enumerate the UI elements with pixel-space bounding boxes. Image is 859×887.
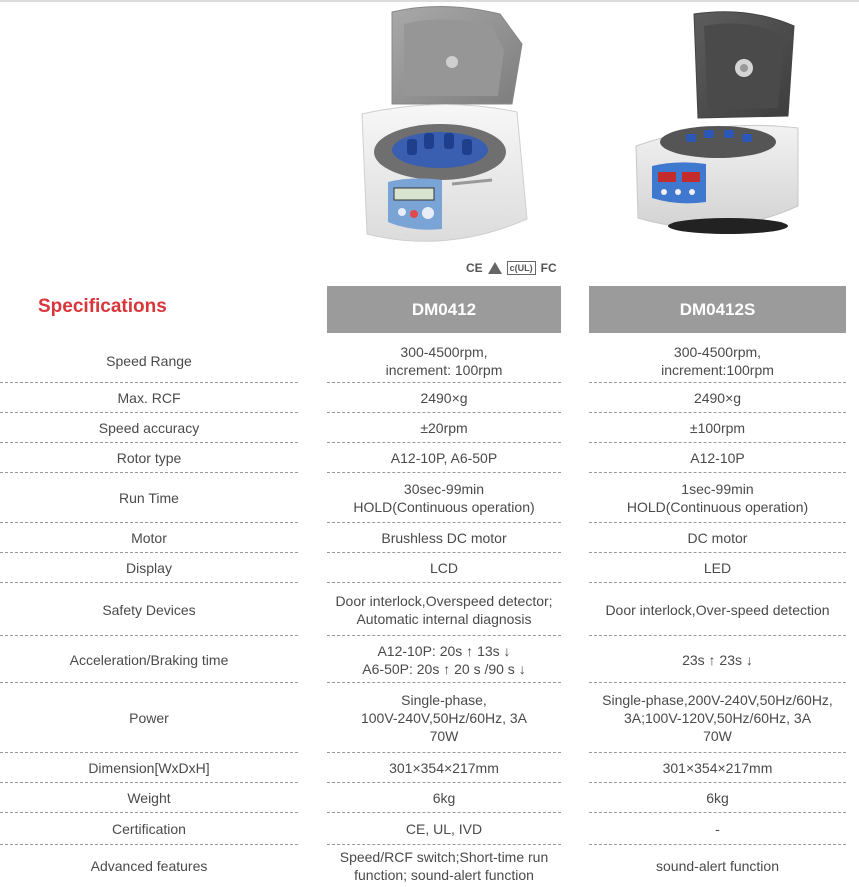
spec-value-dm0412 — [327, 413, 561, 443]
spec-row — [0, 383, 859, 413]
spec-value-dm0412 — [327, 583, 561, 636]
spec-value-dm0412 — [327, 383, 561, 413]
model-header-dm0412: DM0412 — [327, 286, 561, 333]
top-divider — [0, 0, 859, 2]
spec-value-line: 23s ↑ 23s ↓ — [682, 651, 753, 668]
spec-label: Max. RCF — [117, 390, 181, 406]
spec-value-dm0412s — [589, 338, 846, 383]
model-header-dm0412s: DM0412S — [589, 286, 846, 333]
spec-value-dm0412 — [327, 443, 561, 473]
spec-value-line: 1sec-99min — [681, 481, 754, 497]
spec-value-line: sound-alert function — [656, 858, 779, 874]
spec-value-line: ±100rpm — [689, 420, 746, 436]
spec-value-line: increment: 100rpm — [385, 361, 503, 378]
spec-row — [0, 783, 859, 813]
spec-value-line: 70W — [703, 728, 732, 744]
spec-value-line: - — [715, 821, 720, 837]
spec-value-dm0412 — [327, 636, 561, 683]
spec-row — [0, 813, 859, 845]
spec-value-line: 70W — [429, 728, 459, 744]
ul-mark: c(UL) — [507, 261, 536, 275]
spec-row — [0, 636, 859, 683]
spec-label: Advanced features — [90, 858, 208, 874]
spec-value-line: LCD — [429, 560, 458, 576]
spec-row — [0, 553, 859, 583]
spec-label: Weight — [127, 790, 171, 806]
spec-row — [0, 338, 859, 383]
spec-value-dm0412s — [589, 553, 846, 583]
spec-value-line: 6kg — [706, 790, 729, 806]
spec-value-dm0412 — [327, 783, 561, 813]
spec-value-dm0412 — [327, 473, 561, 523]
spec-label: Motor — [131, 530, 167, 546]
spec-value-dm0412s — [589, 845, 846, 887]
spec-value-dm0412s — [589, 473, 846, 523]
spec-row — [0, 845, 859, 887]
spec-value-line: A12-10P: 20s ↑ 13s ↓ — [377, 642, 511, 659]
spec-value-line: 301×354×217mm — [662, 760, 773, 776]
spec-value-dm0412 — [327, 683, 561, 753]
spec-value-line: increment:100rpm — [661, 361, 774, 378]
spec-row — [0, 523, 859, 553]
spec-value-dm0412s — [589, 443, 846, 473]
spec-value-line: ±20rpm — [420, 420, 468, 436]
spec-label: Acceleration/Braking time — [69, 651, 229, 668]
spec-value-line: A12-10P, A6-50P — [390, 450, 498, 466]
spec-label: Display — [126, 560, 172, 576]
specifications-title: Specifications — [38, 296, 167, 317]
spec-label: Safety Devices — [102, 601, 196, 618]
spec-value-line: Door interlock,Overspeed detector; — [335, 592, 553, 609]
spec-value-line: 2490×g — [420, 390, 468, 406]
spec-value-dm0412 — [327, 813, 561, 845]
spec-row — [0, 443, 859, 473]
spec-value-line: 6kg — [432, 790, 456, 806]
spec-value-line: Door interlock,Over-speed detection — [605, 601, 830, 618]
spec-label: Power — [129, 710, 169, 726]
triangle-cert-icon — [488, 262, 502, 274]
spec-value-dm0412s — [589, 523, 846, 553]
spec-value-line: Automatic internal diagnosis — [356, 610, 532, 627]
spec-value-dm0412 — [327, 553, 561, 583]
dm0412-product-image — [352, 4, 532, 256]
spec-value-line: 100V-240V,50Hz/60Hz, 3A — [360, 710, 528, 726]
spec-label: Dimension[WxDxH] — [88, 760, 210, 776]
spec-value-line: 2490×g — [693, 390, 742, 406]
dm0412s-product-image — [628, 6, 804, 246]
spec-value-line: 300-4500rpm, — [400, 343, 488, 360]
spec-label: Speed Range — [106, 352, 192, 369]
spec-value-dm0412s — [589, 813, 846, 845]
certification-logos — [466, 261, 557, 275]
spec-value-dm0412s — [589, 636, 846, 683]
spec-value-line: 300-4500rpm, — [673, 343, 762, 360]
spec-value-line: LED — [703, 560, 732, 576]
spec-value-dm0412 — [327, 338, 561, 383]
spec-value-line: 301×354×217mm — [389, 760, 499, 776]
spec-value-line: HOLD(Continuous operation) — [353, 499, 535, 515]
spec-value-line: DC motor — [687, 530, 748, 546]
spec-row — [0, 413, 859, 443]
spec-label: Speed accuracy — [98, 420, 200, 436]
spec-row — [0, 753, 859, 783]
spec-row — [0, 683, 859, 753]
spec-value-line: A12-10P — [690, 450, 745, 466]
spec-value-line: Single-phase,200V-240V,50Hz/60Hz, — [602, 692, 833, 708]
fc-mark: FC — [540, 261, 557, 275]
ce-mark: CE — [466, 261, 483, 275]
spec-value-line: A6-50P: 20s ↑ 20 s /90 s ↓ — [362, 660, 526, 677]
spec-value-line: 30sec-99min — [403, 481, 485, 497]
spec-row — [0, 583, 859, 636]
spec-value-dm0412s — [589, 413, 846, 443]
spec-label: Certification — [112, 821, 186, 837]
spec-value-line: 3A;100V-120V,50Hz/60Hz, 3A — [623, 710, 812, 726]
spec-value-dm0412 — [327, 845, 561, 887]
spec-value-dm0412s — [589, 753, 846, 783]
spec-row — [0, 473, 859, 523]
spec-value-line: Single-phase, — [401, 692, 487, 708]
spec-label: Rotor type — [116, 450, 182, 466]
spec-value-line: function; sound-alert function — [354, 867, 534, 883]
spec-value-line: Brushless DC motor — [381, 530, 507, 546]
spec-value-line: Speed/RCF switch;Short-time run — [339, 849, 549, 865]
spec-value-dm0412s — [589, 683, 846, 753]
spec-value-dm0412s — [589, 383, 846, 413]
spec-value-dm0412 — [327, 753, 561, 783]
spec-value-dm0412s — [589, 783, 846, 813]
spec-value-line: CE, UL, IVD — [405, 821, 483, 837]
spec-value-line: HOLD(Continuous operation) — [626, 499, 809, 515]
spec-value-dm0412s — [589, 583, 846, 636]
spec-label: Run Time — [119, 490, 179, 506]
spec-value-dm0412 — [327, 523, 561, 553]
